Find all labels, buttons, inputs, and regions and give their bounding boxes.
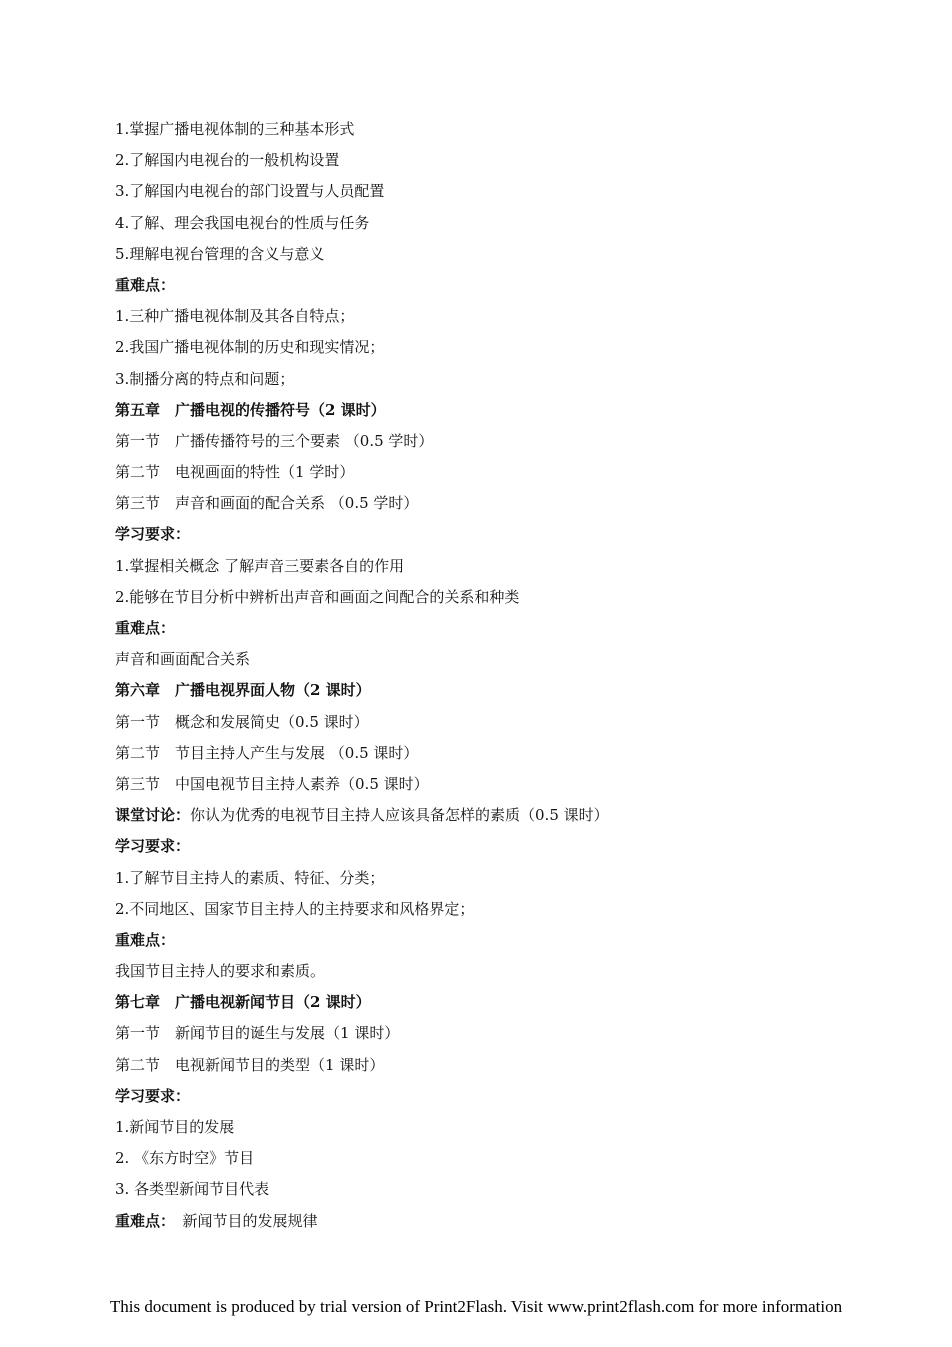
subheading: 学习要求： [115,525,191,544]
subheading: 学习要求： [115,1086,191,1105]
text-line: 声音和画面配合关系 [115,650,251,669]
text-line: 4.了解、理会我国电视台的性质与任务 [115,213,370,232]
text-line [115,1206,895,1237]
section-line: 第一节 新闻节目的诞生与发展（1 课时） [115,1024,400,1043]
text-line: 3.了解国内电视台的部门设置与人员配置 [115,182,385,201]
text-line: 3. 各类型新闻节目代表 [115,1180,270,1199]
text-line: 2.不同地区、国家节目主持人的主持要求和风格界定； [115,899,475,918]
label-text: 新闻节目的发展规律 [167,1211,318,1230]
chapter-heading: 第七章 广播电视新闻节目（2 课时） [115,993,371,1012]
subheading: 学习要求： [115,837,191,856]
text-line: 1.新闻节目的发展 [115,1118,235,1136]
section-line: 第二节 节目主持人产生与发展 （0.5 课时） [115,743,419,762]
text-line: 2. 《东方时空》节目 [115,1149,255,1168]
chapter-heading: 第五章 广播电视的传播符号（2 课时） [115,400,386,419]
section-line: 第一节 广播传播符号的三个要素 （0.5 学时） [115,431,434,450]
trial-watermark-footer: This document is produced by trial version of Print2Flash. Visit www.print2flash.com for more information [109,1297,843,1316]
section-line: 第一节 概念和发展简史（0.5 课时） [115,712,369,731]
bold-label: 重难点： [115,1211,168,1230]
section-line: 第三节 声音和画面的配合关系 （0.5 学时） [115,494,419,513]
text-line: 1.三种广播电视体制及其各自特点； [115,307,355,326]
text-line: 5.理解电视台管理的含义与意义 [115,244,325,263]
text-line: 1.掌握相关概念 了解声音三要素各自的作用 [115,556,405,575]
subheading: 重难点： [115,619,176,637]
subheading: 重难点： [115,275,176,294]
text-line: 我国节目主持人的要求和素质。 [115,962,326,981]
text-line: 1.掌握广播电视体制的三种基本形式 [115,120,355,138]
text-line: 2.能够在节目分析中辨析出声音和画面之间配合的关系和种类 [115,587,520,606]
document-body [115,114,895,1237]
section-line: 第二节 电视新闻节目的类型（1 课时） [115,1055,385,1074]
subheading: 重难点： [115,930,176,949]
section-line: 第三节 中国电视节目主持人素养（0.5 课时） [115,774,429,793]
bold-label: 课堂讨论： [115,806,191,825]
chapter-heading: 第六章 广播电视界面人物（2 课时） [115,681,371,700]
section-line: 第二节 电视画面的特性（1 学时） [115,463,355,482]
text-line: 2.我国广播电视体制的历史和现实情况； [115,338,385,357]
text-line: 2.了解国内电视台的一般机构设置 [115,151,340,170]
text-line: 1.了解节目主持人的素质、特征、分类； [115,868,385,887]
label-text: 你认为优秀的电视节目主持人应该具备怎样的素质（0.5 课时） [190,806,609,825]
text-line: 3.制播分离的特点和问题； [115,369,295,388]
text-line [115,800,895,831]
